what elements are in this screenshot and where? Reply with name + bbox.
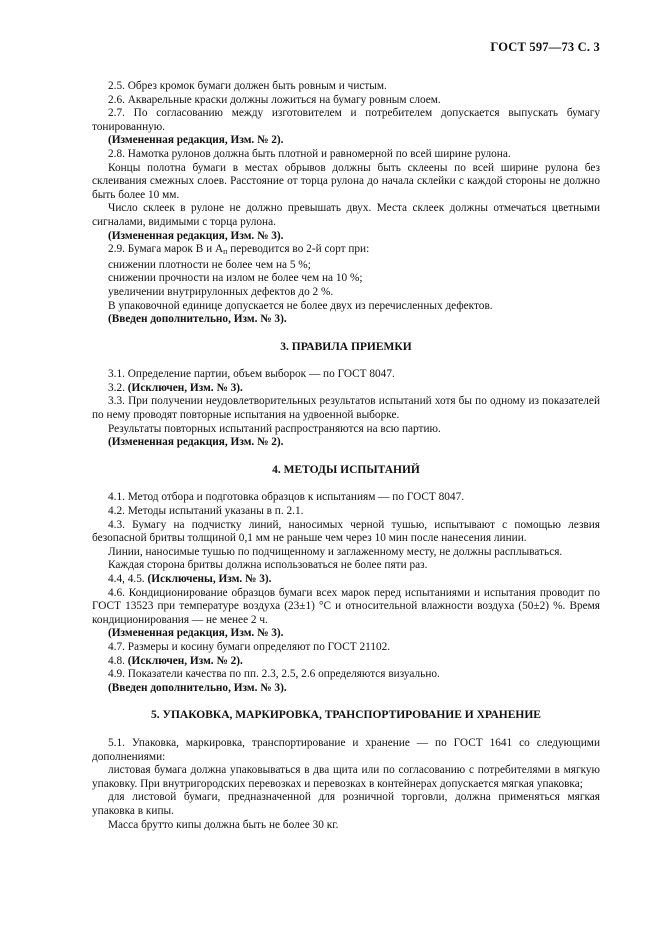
- amendment-note: (Измененная редакция, Изм. № 2).: [108, 134, 284, 147]
- clause-2-8: 2.8. Намотка рулонов должна быть плотной и равномерной по всей ширине рулона.: [108, 147, 511, 160]
- clause-4-6: 4.6. Кондиционирование образцов бумаги всех марок перед испытаниями и испытания проводит по ГОСТ 13523 при температуре воздуха (23±1) °С и относительной влажности воздуха (50±2) %. Время кондиционирования — не менее 2 ч.: [92, 586, 600, 626]
- clause-4-3: 4.3. Бумагу на подчистку линий, наносимых черной тушью, испытывают с помощью лезвия безопасной бритвы толщиной 0,1 мм не раньше чем через 10 мин после нанесения линии.: [92, 518, 600, 545]
- amendment-note: (Введен дополнительно, Изм. № 3).: [108, 313, 287, 326]
- amendment-note: (Измененная редакция, Изм. № 2).: [108, 436, 284, 449]
- clause-4-3-paragraph: Линии, наносимые тушью по подчищенному и заглаженному месту, не должны расплываться.: [108, 545, 563, 558]
- clause-4-3-paragraph: Каждая сторона бритвы должна использоваться не более пяти раз.: [108, 559, 428, 572]
- clause-4-9: 4.9. Показатели качества по пп. 2.3, 2.5, 2.6 определяются визуально.: [108, 668, 440, 681]
- clause-4-4-4-5: [92, 573, 600, 587]
- excluded-note: (Исключен, Изм. № 2).: [127, 654, 243, 667]
- clause-3-3: 3.3. При получении неудовлетворительных результатов испытаний хотя бы по одному из показателей по нему проводят повторные испытания на удвоенной выборке.: [92, 395, 600, 422]
- excluded-note: (Исключен, Изм. № 3).: [127, 381, 243, 394]
- clause-number: 4.4, 4.5.: [108, 573, 145, 585]
- clause-4-1: 4.1. Метод отбора и подготовка образцов к испытаниям — по ГОСТ 8047.: [108, 491, 465, 504]
- subscript: п: [223, 247, 228, 257]
- clause-5-1-item: листовая бумага должна упаковываться в два щита или по согласованию с потребителями в мягкую упаковку. При внутригородских перевозках и перевозках в контейнерах допускается мягкая упаковка;: [92, 764, 600, 790]
- clause-2-9-item: снижении прочности на излом не более чем на 10 %;: [108, 272, 363, 285]
- clause-number: 4.8.: [108, 654, 125, 667]
- clause-2-9-text: переводится во 2-й сорт при:: [227, 243, 370, 256]
- amendment-note: (Измененная редакция, Изм. № 3).: [108, 229, 284, 242]
- clause-3-1: 3.1. Определение партии, объем выборок — по ГОСТ 8047.: [108, 368, 395, 381]
- clause-2-8-paragraph: Число склеек в рулоне не должно превышать двух. Места склеек должны отмечаться цветными сигналами, видимыми с торца рулона.: [92, 202, 600, 228]
- clause-2-7: 2.7. По согласованию между изготовителем и потребителем допускается выпускать бумагу тонированную.: [92, 107, 600, 133]
- clause-3-3-paragraph: Результаты повторных испытаний распространяются на всю партию.: [108, 422, 441, 435]
- amendment-note: (Измененная редакция, Изм. № 3).: [108, 627, 284, 640]
- clause-3-2: [92, 382, 600, 396]
- clause-5-1-item: Масса брутто кипы должна быть не более 30 кг.: [108, 818, 339, 831]
- section-heading-5: 5. УПАКОВКА, МАРКИРОВКА, ТРАНСПОРТИРОВАНИЕ И ХРАНЕНИЕ: [151, 709, 541, 722]
- clause-2-9: [92, 243, 600, 259]
- clause-2-9-text: 2.9. Бумага марок В и А: [108, 243, 224, 256]
- document-body: [92, 80, 600, 832]
- clause-2-9-item: снижении плотности не более чем на 5 %;: [108, 258, 311, 271]
- amendment-note: (Введен дополнительно, Изм. № 3).: [108, 681, 287, 694]
- clause-5-1-item: для листовой бумаги, предназначенной для розничной торговли, должна применяться мягкая упаковка в кипы.: [92, 791, 600, 817]
- clause-number: 3.2.: [108, 381, 125, 394]
- clause-2-9-item: увеличении внутрирулонных дефектов до 2 %.: [108, 285, 334, 298]
- clause-2-9-item: В упаковочной единице допускается не более двух из перечисленных дефектов.: [108, 299, 493, 312]
- page-header: ГОСТ 597—73 С. 3: [490, 40, 600, 54]
- section-heading-3: 3. ПРАВИЛА ПРИЕМКИ: [280, 340, 412, 353]
- clause-4-2: 4.2. Методы испытаний указаны в п. 2.1.: [108, 505, 304, 518]
- excluded-note: (Исключены, Изм. № 3).: [147, 573, 272, 585]
- clause-4-7: 4.7. Размеры и косину бумаги определяют по ГОСТ 21102.: [108, 640, 391, 653]
- clause-2-6: 2.6. Акварельные краски должны ложиться на бумагу ровным слоем.: [108, 93, 441, 106]
- clause-2-5: 2.5. Обрез кромок бумаги должен быть ровным и чистым.: [108, 80, 387, 92]
- clause-2-8-paragraph: Концы полотна бумаги в местах обрывов должны быть склеены по всей ширине рулона без склеивания смежных слоев. Расстояние от торца рулона до начала склейки с каждой стороны не должно быть более 10 мм.: [92, 161, 600, 201]
- clause-4-8: [92, 655, 600, 669]
- clause-5-1: 5.1. Упаковка, маркировка, транспортирование и хранение — по ГОСТ 1641 со следующими дополнениями:: [92, 736, 600, 763]
- section-heading-4: 4. МЕТОДЫ ИСПЫТАНИЙ: [272, 463, 420, 476]
